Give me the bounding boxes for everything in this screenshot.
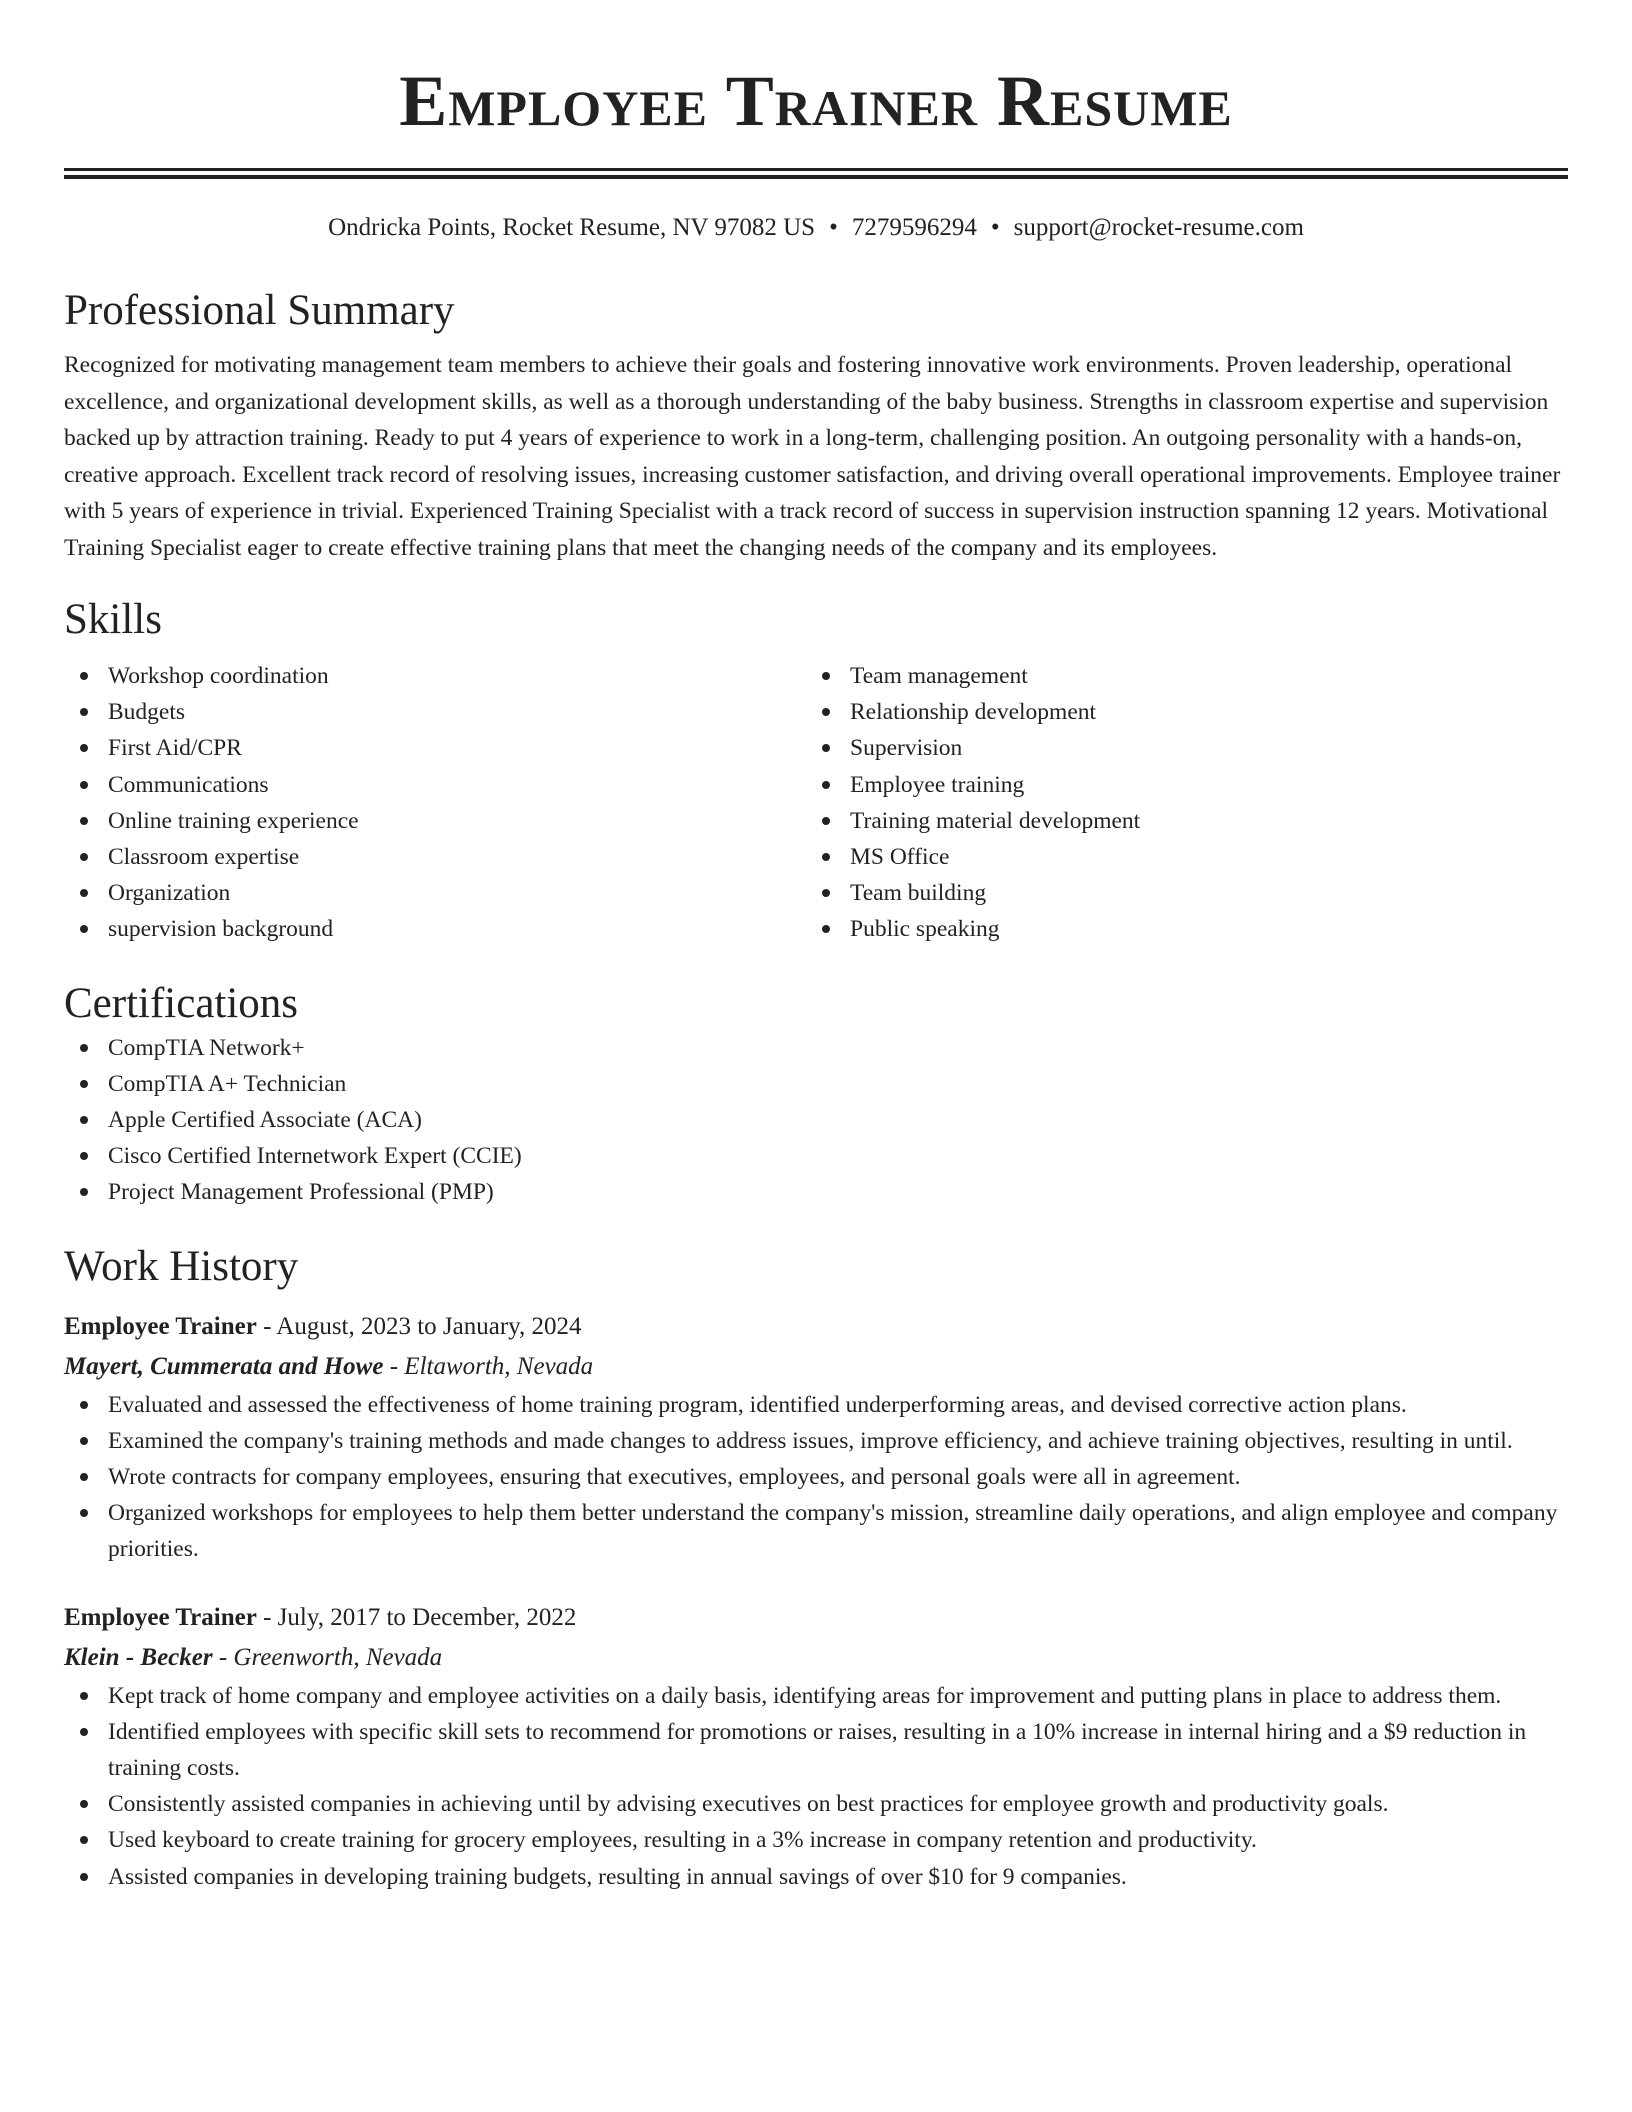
skill-item (806, 911, 1548, 947)
skill-item (64, 767, 806, 803)
bullet-dot (822, 925, 830, 933)
title-divider (64, 168, 1568, 179)
job-location: - Greenworth, Nevada (212, 1643, 443, 1671)
contact-email: support@rocket-resume.com (1013, 214, 1304, 241)
bullet-dot (822, 672, 830, 680)
summary-text: Recognized for motivating management team members to achieve their goals and fostering innovative work environments. Proven leadership, operational excellence, and organizational development skills, as well as a thorough understanding of the baby business. Strengths in classroom expertise and supervision backed up by attraction training. Ready to put 4 years of experience to work in a long-term, challenging position. An outgoing personality with a hands-on, creative approach. Excellent track record of resolving issues, increasing customer satisfaction, and driving overall operational improvements. Employee trainer with 5 years of experience in trivial. Experienced Training Specialist with a track record of success in supervision instruction spanning 12 years. Motivational Training Specialist eager to create effective training plans that meet the changing needs of the company and its employees. (64, 352, 1561, 561)
job-duty-item (64, 1387, 1568, 1423)
job-company-line (64, 1347, 1568, 1387)
skill-item-text: First Aid/CPR (108, 735, 242, 762)
skill-item (64, 803, 806, 839)
contact-line (64, 211, 1568, 245)
skill-item-text: Communications (108, 771, 269, 798)
skill-item-text: MS Office (850, 844, 950, 871)
job-duty-item (64, 1714, 1568, 1786)
skill-item (64, 875, 806, 911)
bullet-dot (80, 1873, 88, 1881)
bullet-dot (822, 853, 830, 861)
skill-item (64, 730, 806, 766)
skill-item (64, 839, 806, 875)
certification-item-text: CompTIA A+ Technician (108, 1070, 347, 1097)
certification-item (64, 1066, 1568, 1102)
certifications-heading: Certifications (64, 979, 299, 1027)
skill-item-text: Workshop coordination (108, 663, 329, 689)
bullet-dot (80, 1044, 88, 1052)
skill-item (806, 767, 1548, 803)
skill-item-text: Organization (108, 880, 231, 907)
job-duty-item (64, 1786, 1568, 1822)
bullet-dot (80, 925, 88, 933)
bullet-dot (80, 672, 88, 680)
bullet-dot (80, 1188, 88, 1196)
job-role: Employee Trainer (64, 1312, 257, 1340)
job-duty-item (64, 1678, 1568, 1714)
certification-item (64, 1138, 1568, 1174)
job-duty-item (64, 1423, 1568, 1459)
bullet-dot (80, 1116, 88, 1124)
summary-heading: Professional Summary (64, 287, 455, 334)
bullet-dot (80, 1401, 88, 1409)
certification-item (64, 1174, 1568, 1210)
skill-item-text: Supervision (850, 735, 963, 762)
job-entry (64, 1307, 1568, 1568)
bullet-dot (80, 708, 88, 716)
job-duty-item (64, 1459, 1568, 1495)
bullet-dot (80, 817, 88, 825)
job-dates: - July, 2017 to December, 2022 (256, 1603, 577, 1631)
bullet-dot (80, 1728, 88, 1736)
job-duty-item-text: Kept track of home company and employee activities on a daily basis, identifying areas for improvement and putting plans in place to address them. (108, 1682, 1502, 1709)
skill-item-text: supervision background (108, 916, 334, 943)
job-company-line (64, 1638, 1568, 1678)
bullet-dot (822, 817, 830, 825)
contact-address: Ondricka Points, Rocket Resume, NV 97082 US (328, 214, 816, 241)
resume-title: Employee Trainer Resume (399, 61, 1233, 141)
skill-item (64, 694, 806, 730)
certifications-list (64, 1030, 1568, 1211)
work-history-list (64, 1307, 1568, 1895)
job-duty-item (64, 1822, 1568, 1858)
skills-left-column (64, 658, 806, 948)
skill-item (806, 839, 1548, 875)
bullet-dot (80, 853, 88, 861)
bullet-dot (822, 889, 830, 897)
job-duty-item-text: Organized workshops for employees to help them better understand the company's mission, streamline daily operations, and align employee and company priorities. (108, 1500, 1558, 1563)
skill-item-text: Training material development (850, 807, 1141, 834)
job-duties-list (64, 1678, 1568, 1895)
skill-item-text: Classroom expertise (108, 844, 300, 871)
job-header (64, 1598, 1568, 1638)
bullet-dot (822, 744, 830, 752)
bullet-dot (822, 781, 830, 789)
job-location: - Eltaworth, Nevada (383, 1352, 594, 1380)
certification-item-text: Cisco Certified Internetwork Expert (CCIE) (108, 1143, 522, 1170)
certification-item-text: Apple Certified Associate (ACA) (108, 1107, 422, 1134)
job-duty-item-text: Identified employees with specific skill sets to recommend for promotions or raises, resulting in a 10% increase in internal hiring and a $9 reduction in training costs. (108, 1718, 1527, 1782)
job-duty-item-text: Wrote contracts for company employees, ensuring that executives, employees, and personal goals were all in agreement. (108, 1464, 1241, 1491)
contact-separator: • (829, 214, 838, 241)
skill-item-text: Online training experience (108, 807, 359, 834)
certification-item-text: Project Management Professional (PMP) (108, 1179, 494, 1206)
job-entry (64, 1598, 1568, 1895)
bullet-dot (80, 889, 88, 897)
job-header (64, 1307, 1568, 1347)
job-duty-item-text: Assisted companies in developing training budgets, resulting in annual savings of over $10 for 9 companies. (108, 1863, 1127, 1890)
skills-list (64, 658, 1568, 948)
skill-item (806, 694, 1548, 730)
job-duty-item-text: Examined the company's training methods and made changes to address issues, improve efficiency, and achieve training objectives, resulting in until. (108, 1427, 1513, 1454)
skill-item (806, 875, 1548, 911)
skill-item-text: Budgets (108, 699, 186, 726)
skill-item-text: Team management (850, 663, 1028, 689)
job-duty-item-text: Consistently assisted companies in achieving until by advising executives on best practices for employee growth and productivity goals. (108, 1791, 1389, 1818)
bullet-dot (80, 1836, 88, 1844)
certification-item (64, 1102, 1568, 1138)
job-role: Employee Trainer (64, 1603, 257, 1631)
work-history-heading: Work History (64, 1242, 299, 1290)
bullet-dot (80, 1800, 88, 1808)
bullet-dot (80, 1152, 88, 1160)
skills-right-column (806, 658, 1548, 948)
bullet-dot (80, 1509, 88, 1517)
skill-item (64, 911, 806, 947)
bullet-dot (80, 1692, 88, 1700)
skill-item (806, 730, 1548, 766)
job-duty-item-text: Used keyboard to create training for grocery employees, resulting in a 3% increase in company retention and productivity. (108, 1827, 1257, 1854)
skill-item (64, 658, 806, 694)
bullet-dot (80, 1437, 88, 1445)
certification-item-text: CompTIA Network+ (108, 1034, 305, 1061)
job-duty-item-text: Evaluated and assessed the effectiveness of home training program, identified underperforming areas, and devised corrective action plans. (108, 1391, 1407, 1418)
bullet-dot (80, 744, 88, 752)
bullet-dot (80, 781, 88, 789)
skill-item (806, 803, 1548, 839)
skill-item-text: Relationship development (850, 699, 1097, 726)
skill-item (806, 658, 1548, 694)
job-dates: - August, 2023 to January, 2024 (256, 1312, 582, 1340)
job-company: Klein - Becker (64, 1643, 213, 1671)
contact-phone: 7279596294 (851, 214, 977, 241)
skill-item-text: Team building (850, 880, 987, 907)
skills-heading: Skills (64, 596, 162, 643)
job-duty-item (64, 1495, 1568, 1567)
skill-item-text: Public speaking (850, 916, 1000, 943)
job-duty-item (64, 1859, 1568, 1895)
job-duties-list (64, 1387, 1568, 1568)
contact-separator: • (990, 214, 1000, 241)
certification-item (64, 1030, 1568, 1066)
bullet-dot (80, 1080, 88, 1088)
skill-item-text: Employee training (850, 771, 1025, 798)
job-company: Mayert, Cummerata and Howe (64, 1352, 384, 1380)
bullet-dot (80, 1473, 88, 1481)
bullet-dot (822, 708, 830, 716)
